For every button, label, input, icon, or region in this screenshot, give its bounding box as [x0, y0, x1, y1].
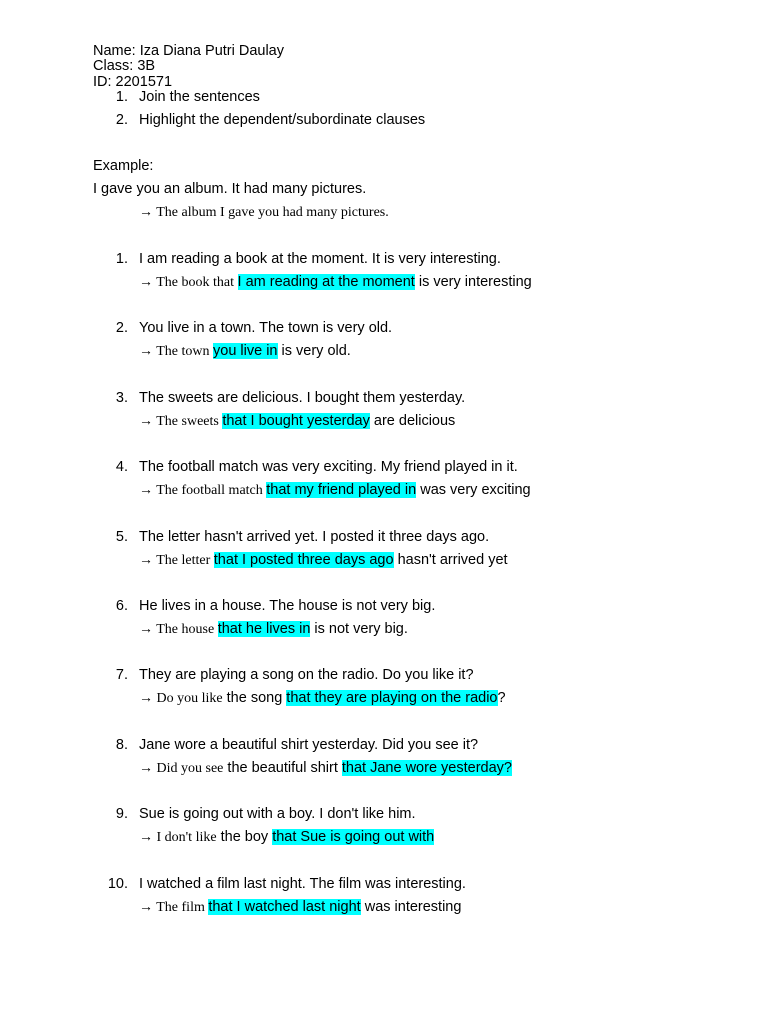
exercise-answer	[139, 760, 512, 777]
answer-lead: → The town	[139, 344, 214, 359]
answer-tail: was interesting	[360, 899, 462, 915]
highlighted-clause: that I bought yesterday	[222, 413, 370, 429]
exercise-answer	[139, 899, 461, 916]
student-name: Name: Iza Diana Putri Daulay	[93, 43, 284, 59]
student-id: ID: 2201571	[93, 74, 173, 90]
answer-lead-tail: the beautiful shirt	[223, 760, 342, 776]
answer-tail: is very old.	[277, 343, 351, 359]
exercise-number: 3.	[115, 390, 128, 406]
example-sentence: I gave you an album. It had many pictures.	[93, 181, 367, 197]
instruction-number: 1.	[115, 89, 128, 105]
exercise-answer	[139, 552, 508, 569]
answer-tail: was very exciting	[416, 482, 531, 498]
highlighted-clause: that my friend played in	[266, 482, 417, 498]
highlighted-clause: I am reading at the moment	[237, 274, 415, 290]
exercise-answer	[139, 274, 532, 291]
highlighted-clause: that Sue is going out with	[272, 829, 435, 845]
exercise-question: They are playing a song on the radio. Do you like it?	[139, 667, 474, 683]
exercise-answer	[139, 482, 531, 499]
exercise-number: 4.	[115, 459, 128, 475]
answer-tail: ?	[497, 690, 506, 706]
exercise-number: 1.	[115, 251, 128, 267]
exercise-answer	[139, 690, 506, 707]
exercise-question: Sue is going out with a boy. I don't like him.	[139, 806, 416, 822]
answer-lead: → The house	[139, 622, 218, 637]
answer-lead-tail: the boy	[216, 829, 273, 845]
answer-tail: is not very big.	[310, 621, 408, 637]
exercise-answer	[139, 343, 351, 360]
example-answer: → The album I gave you had many pictures.	[139, 205, 389, 220]
exercise-number: 5.	[115, 529, 128, 545]
exercise-answer	[139, 413, 455, 430]
exercise-number: 10.	[107, 876, 128, 892]
exercise-question: The letter hasn't arrived yet. I posted it three days ago.	[139, 529, 490, 545]
exercise-question: Jane wore a beautiful shirt yesterday. Did you see it?	[139, 737, 479, 753]
highlighted-clause: that I posted three days ago	[213, 552, 394, 568]
instruction-text: Join the sentences	[139, 89, 260, 105]
answer-lead: → The book that	[139, 275, 238, 290]
answer-lead: → The football match	[139, 483, 267, 498]
student-class: Class: 3B	[93, 58, 156, 74]
answer-tail: are delicious	[369, 413, 456, 429]
exercise-question: He lives in a house. The house is not very big.	[139, 598, 436, 614]
answer-lead: → I don't like	[139, 830, 217, 845]
exercise-number: 8.	[115, 737, 128, 753]
answer-lead: → Do you like	[139, 691, 223, 706]
highlighted-clause: that Jane wore yesterday?	[341, 760, 512, 776]
exercise-question: You live in a town. The town is very old.	[139, 320, 393, 336]
answer-lead-tail: the song	[222, 690, 287, 706]
exercise-answer	[139, 621, 408, 638]
highlighted-clause: that I watched last night	[208, 899, 361, 915]
instruction-text: Highlight the dependent/subordinate clauses	[139, 112, 426, 128]
exercise-question: I watched a film last night. The film was interesting.	[139, 876, 466, 892]
highlighted-clause: that they are playing on the radio	[286, 690, 498, 706]
highlighted-clause: that he lives in	[217, 621, 311, 637]
exercise-question: The sweets are delicious. I bought them yesterday.	[139, 390, 466, 406]
example-label: Example:	[93, 158, 154, 174]
exercise-number: 9.	[115, 806, 128, 822]
instruction-number: 2.	[115, 112, 128, 128]
answer-lead: → The letter	[139, 553, 214, 568]
exercise-question: I am reading a book at the moment. It is very interesting.	[139, 251, 501, 267]
exercise-question: The football match was very exciting. My friend played in it.	[139, 459, 518, 475]
highlighted-clause: you live in	[213, 343, 278, 359]
answer-lead: → The sweets	[139, 414, 223, 429]
exercise-answer	[139, 829, 434, 846]
answer-tail: is very interesting	[414, 274, 532, 290]
answer-tail: hasn't arrived yet	[393, 552, 508, 568]
answer-lead: → The film	[139, 900, 209, 915]
exercise-number: 7.	[115, 667, 128, 683]
exercise-number: 2.	[115, 320, 128, 336]
exercise-number: 6.	[115, 598, 128, 614]
answer-lead: → Did you see	[139, 761, 224, 776]
